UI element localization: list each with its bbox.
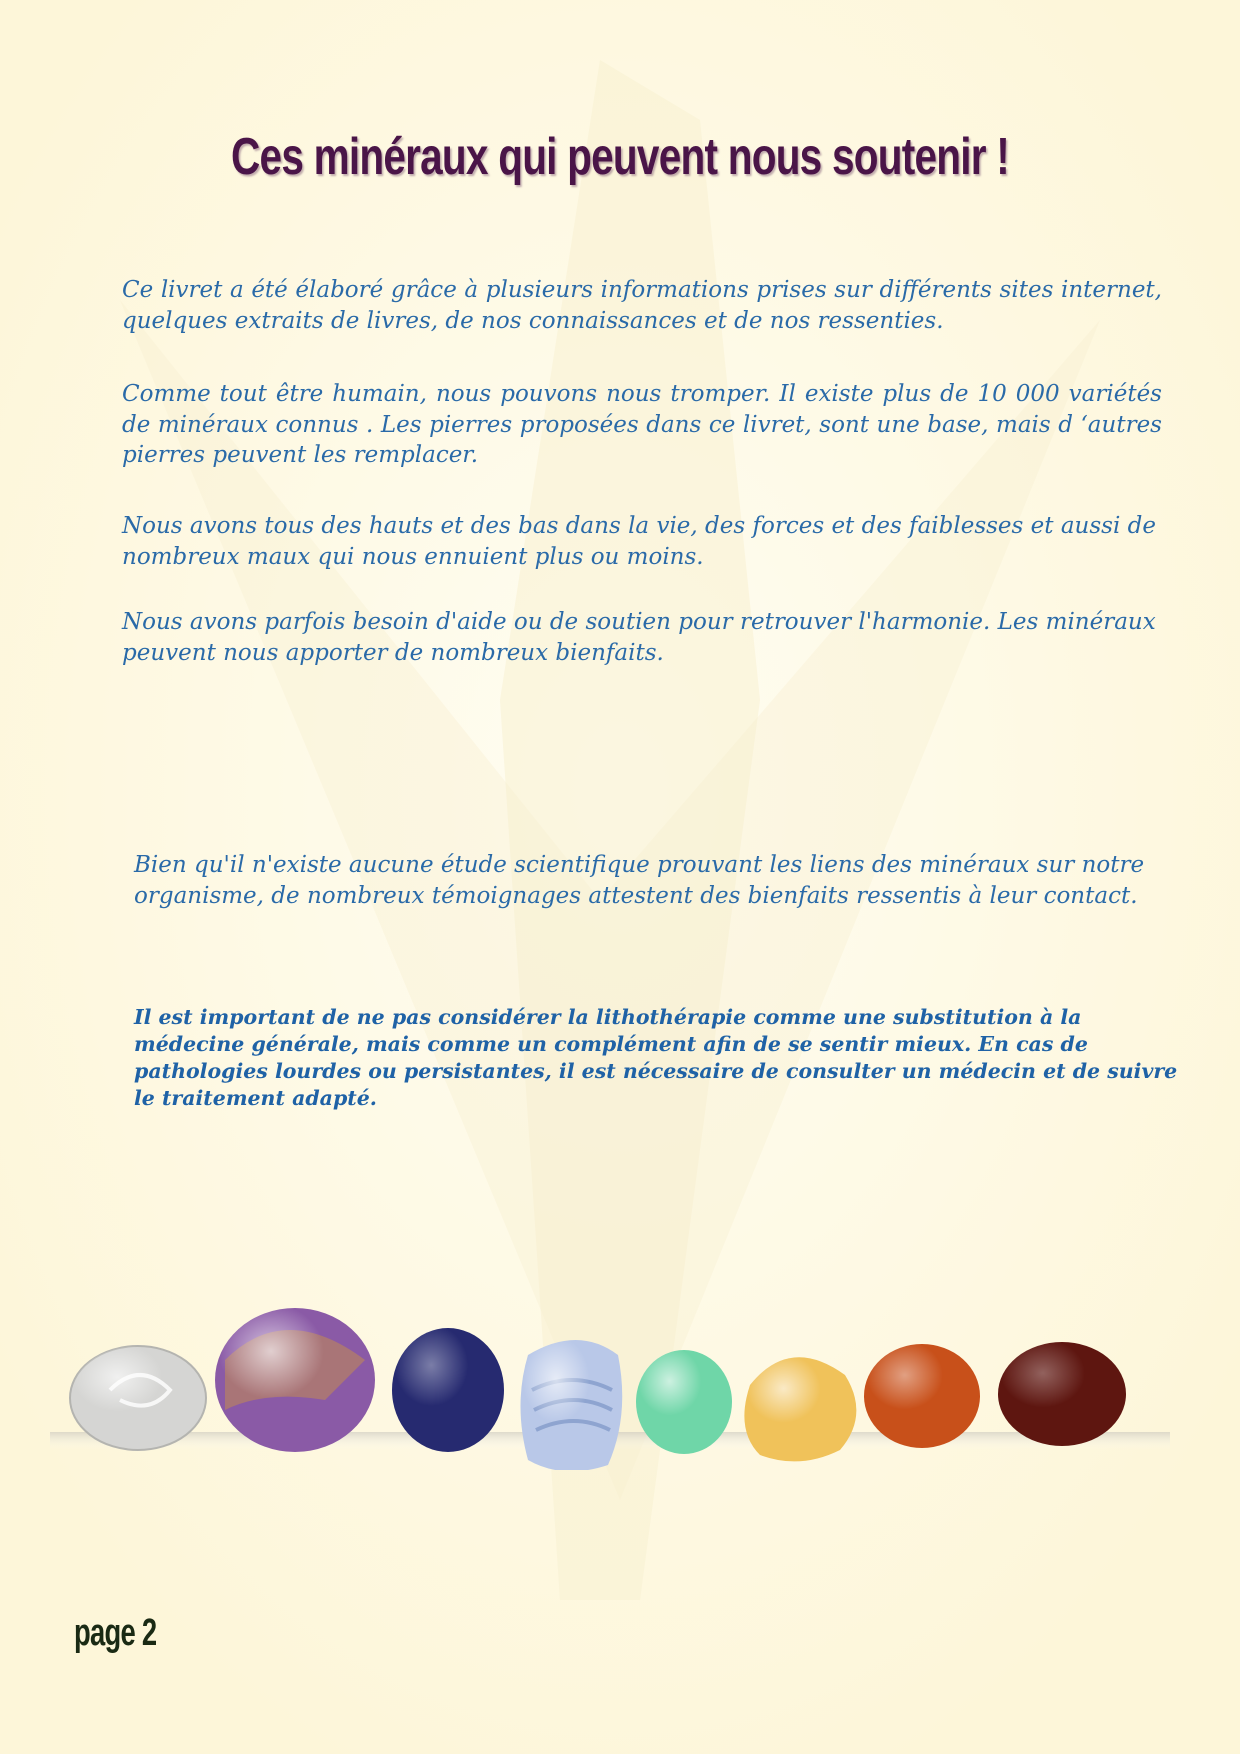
scientific-note-paragraph: Bien qu'il n'existe aucune étude scientifique prouvant les liens des minéraux sur notre organisme, de nombreux témoignages attestent des bienfaits ressentis à leur contact. <box>134 852 1145 909</box>
disclaimer-paragraph: Comme tout être humain, nous pouvons nous tromper. Il existe plus de 10 000 variétés de minéraux connus . Les pierres proposées dans ce livret, sont une base, mais d ‘autres pierres peuvent les remplacer. <box>122 381 1162 468</box>
stone-aventurine <box>636 1350 732 1454</box>
page-number: page 2 <box>74 1612 157 1654</box>
stone-quartz <box>70 1346 206 1450</box>
intro-paragraph: Ce livret a été élaboré grâce à plusieurs informations prises sur différents sites internet, quelques extraits de livres, de nos connaissances et de nos ressenties. <box>122 277 1162 334</box>
stone-sodalite <box>392 1328 504 1452</box>
life-paragraph: Nous avons tous des hauts et des bas dans la vie, des forces et des faiblesses et aussi de nombreux maux qui nous ennuient plus ou moins. <box>122 513 1156 570</box>
stone-blue-lace-agate <box>521 1340 623 1470</box>
stone-garnet <box>998 1342 1126 1446</box>
stone-carnelian <box>864 1344 980 1448</box>
medical-warning: Il est important de ne pas considérer la lithothérapie comme une substitution à la médecine générale, mais comme un complément afin de se sentir mieux. En cas de pathologies lourdes ou persistantes, il est nécessaire de consulter un médecin et de suivre le traitement adapté. <box>134 1005 1178 1110</box>
page-title: Ces minéraux qui peuvent nous soutenir ! <box>231 127 1009 186</box>
stone-amethyst <box>215 1308 375 1452</box>
stone-citrine <box>744 1357 856 1461</box>
stones-illustration <box>50 1300 1170 1470</box>
harmony-paragraph: Nous avons parfois besoin d'aide ou de soutien pour retrouver l'harmonie. Les minéraux peuvent nous apporter de nombreux bienfaits. <box>122 609 1156 666</box>
